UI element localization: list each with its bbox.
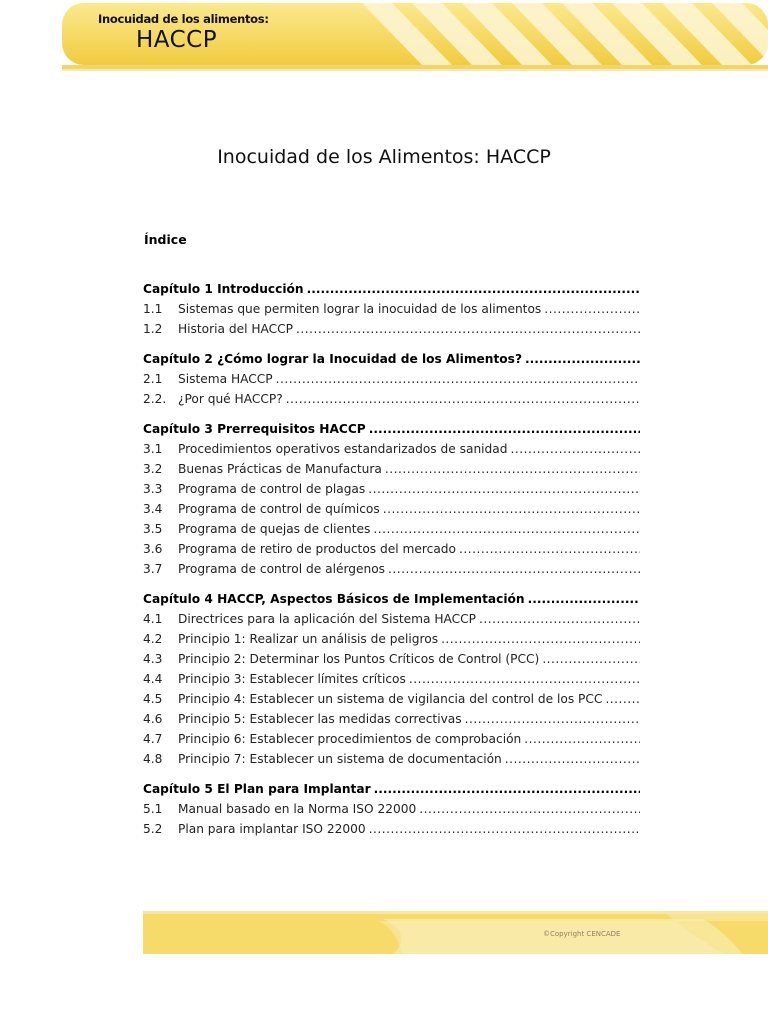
entry-title: ¿Por qué HACCP? — [178, 392, 283, 406]
toc-entry[interactable] — [143, 649, 640, 669]
entry-number: 4.8 — [143, 752, 163, 766]
toc-entry[interactable] — [143, 609, 640, 629]
toc-entry[interactable] — [143, 669, 640, 689]
dot-leader — [544, 299, 640, 319]
entry-title: Principio 5: Establecer las medidas correctivas — [178, 712, 462, 726]
toc-chapter[interactable] — [143, 780, 640, 799]
entry-title: Principio 3: Establecer límites críticos — [178, 672, 406, 686]
header-title: HACCP — [136, 27, 218, 53]
table-of-contents — [143, 280, 640, 839]
entry-number: 3.2 — [143, 462, 163, 476]
entry-number: 5.1 — [143, 802, 163, 816]
dot-leader — [373, 519, 640, 539]
document-title: Inocuidad de los Alimentos: HACCP — [217, 146, 551, 168]
index-heading: Índice — [144, 232, 187, 247]
entry-number: 3.5 — [143, 522, 163, 536]
toc-entry[interactable] — [143, 559, 640, 579]
entry-title: Plan para implantar ISO 22000 — [178, 822, 366, 836]
entry-title: Procedimientos operativos estandarizados de sanidad — [178, 442, 508, 456]
footer-banner — [143, 911, 768, 954]
dot-leader — [385, 459, 640, 479]
entry-title: Programa de control de químicos — [178, 502, 380, 516]
entry-title: Programa de control de plagas — [178, 482, 366, 496]
dot-leader — [511, 439, 640, 459]
entry-number: 4.2 — [143, 632, 163, 646]
dot-leader — [605, 689, 640, 709]
toc-chapter[interactable] — [143, 350, 640, 369]
footer-graphic — [143, 911, 768, 954]
entry-title: Principio 1: Realizar un análisis de peligros — [178, 632, 439, 646]
dot-leader — [409, 669, 640, 689]
entry-title: Principio 4: Establecer un sistema de vigilancia del control de los PCC — [178, 692, 603, 706]
toc-entry[interactable] — [143, 689, 640, 709]
entry-number: 3.1 — [143, 442, 163, 456]
entry-title: Directrices para la aplicación del Sistema HACCP — [178, 612, 476, 626]
entry-number: 1.1 — [143, 302, 163, 316]
chapter-title: Capítulo 2 ¿Cómo lograr la Inocuidad de los Alimentos? — [143, 352, 523, 366]
dot-leader — [368, 479, 640, 499]
dot-leader — [419, 799, 640, 819]
toc-entry[interactable] — [143, 499, 640, 519]
dot-leader — [383, 499, 640, 519]
toc-entry[interactable] — [143, 539, 640, 559]
entry-title: Sistema HACCP — [178, 372, 273, 386]
entry-title: Programa de retiro de productos del mercado — [178, 542, 456, 556]
chapter-title: Capítulo 3 Prerrequisitos HACCP — [143, 422, 366, 436]
entry-title: Buenas Prácticas de Manufactura — [178, 462, 382, 476]
entry-title: Programa de control de alérgenos — [178, 562, 386, 576]
entry-number: 2.2. — [143, 392, 167, 406]
toc-entry[interactable] — [143, 629, 640, 649]
entry-title: Principio 2: Determinar los Puntos Críticos de Control (PCC) — [178, 652, 540, 666]
toc-entry[interactable] — [143, 819, 640, 839]
chapter-title: Capítulo 1 Introducción — [143, 282, 304, 296]
toc-entry[interactable] — [143, 439, 640, 459]
dot-leader — [374, 780, 640, 799]
dot-leader — [524, 729, 640, 749]
entry-title: Principio 6: Establecer procedimientos de comprobación — [178, 732, 522, 746]
dot-leader — [528, 590, 640, 609]
entry-number: 4.5 — [143, 692, 163, 706]
header-banner — [62, 3, 768, 73]
dot-leader — [286, 389, 640, 409]
dot-leader — [388, 559, 640, 579]
entry-number: 4.4 — [143, 672, 163, 686]
entry-title: Programa de quejas de clientes — [178, 522, 371, 536]
toc-chapter[interactable] — [143, 280, 640, 299]
dot-leader — [369, 420, 640, 439]
dot-leader — [369, 819, 640, 839]
toc-chapter[interactable] — [143, 590, 640, 609]
dot-leader — [465, 709, 640, 729]
entry-number: 3.3 — [143, 482, 163, 496]
entry-number: 4.6 — [143, 712, 163, 726]
entry-title: Historia del HACCP — [178, 322, 294, 336]
toc-entry[interactable] — [143, 459, 640, 479]
dot-leader — [441, 629, 640, 649]
entry-number: 2.1 — [143, 372, 163, 386]
toc-entry[interactable] — [143, 749, 640, 769]
chapter-title: Capítulo 5 El Plan para Implantar — [143, 782, 371, 796]
dot-leader — [296, 319, 640, 339]
dot-leader — [479, 609, 640, 629]
dot-leader — [542, 649, 640, 669]
toc-entry[interactable] — [143, 479, 640, 499]
toc-entry[interactable] — [143, 369, 640, 389]
toc-entry[interactable] — [143, 319, 640, 339]
entry-number: 4.3 — [143, 652, 163, 666]
dot-leader — [505, 749, 640, 769]
entry-number: 1.2 — [143, 322, 163, 336]
toc-entry[interactable] — [143, 299, 640, 319]
header-subtitle: Inocuidad de los alimentos: — [98, 12, 269, 26]
entry-title: Principio 7: Establecer un sistema de documentación — [178, 752, 502, 766]
copyright-text: ©Copyright CENCADE — [543, 930, 621, 938]
dot-leader — [525, 350, 640, 369]
entry-number: 4.7 — [143, 732, 163, 746]
entry-number: 4.1 — [143, 612, 163, 626]
toc-entry[interactable] — [143, 709, 640, 729]
toc-entry[interactable] — [143, 389, 640, 409]
entry-title: Manual basado en la Norma ISO 22000 — [178, 802, 417, 816]
entry-number: 3.4 — [143, 502, 163, 516]
toc-entry[interactable] — [143, 729, 640, 749]
entry-number: 5.2 — [143, 822, 163, 836]
entry-number: 3.7 — [143, 562, 163, 576]
chapter-title: Capítulo 4 HACCP, Aspectos Básicos de Implementación — [143, 592, 525, 606]
toc-entry[interactable] — [143, 519, 640, 539]
dot-leader — [307, 280, 640, 299]
dot-leader — [459, 539, 640, 559]
entry-title: Sistemas que permiten lograr la inocuidad de los alimentos — [178, 302, 542, 316]
entry-number: 3.6 — [143, 542, 163, 556]
dot-leader — [276, 369, 640, 389]
toc-entry[interactable] — [143, 799, 640, 819]
toc-chapter[interactable] — [143, 420, 640, 439]
